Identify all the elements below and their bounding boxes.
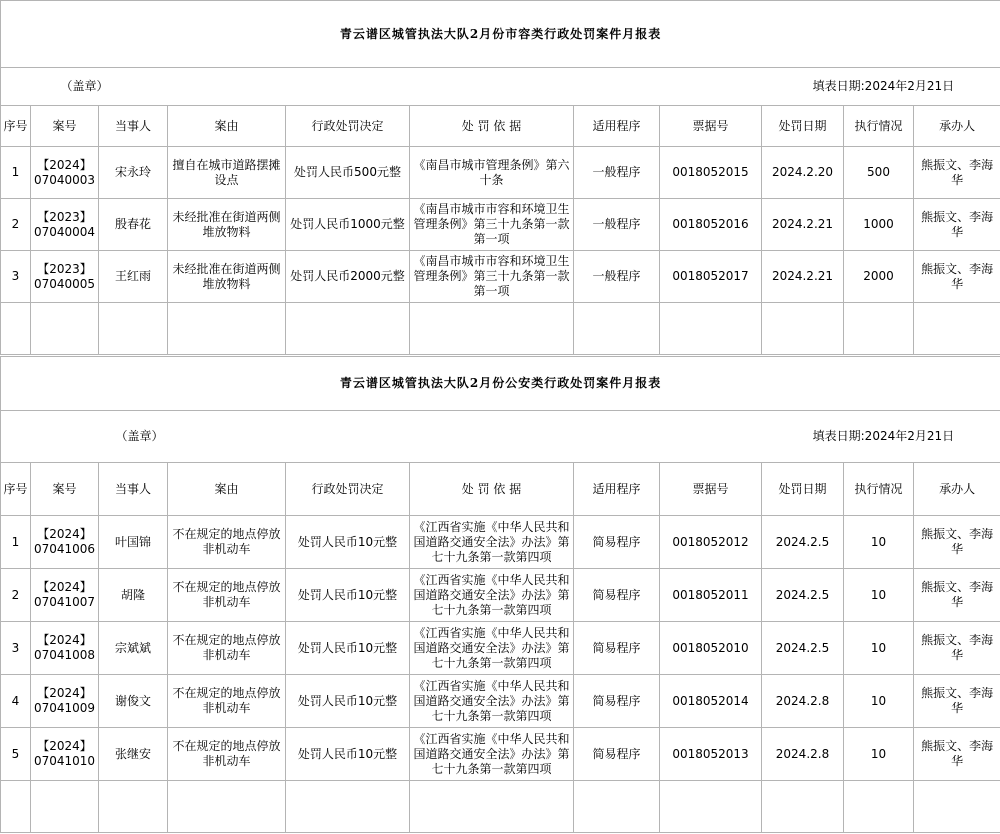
decision-cell: 处罚人民币10元整 [286, 516, 410, 569]
empty-cell [844, 781, 914, 833]
date-cell: 2024.2.8 [762, 728, 844, 781]
table-row [1, 251, 1000, 303]
case-no-cell: 【2024】07040003 [31, 147, 99, 199]
decision-cell: 处罚人民币2000元整 [286, 251, 410, 303]
table-row [1, 147, 1000, 199]
cause-cell: 不在规定的地点停放非机动车 [168, 622, 286, 675]
case-no-cell: 【2023】07040004 [31, 199, 99, 251]
column-header-case-no: 案号 [31, 106, 99, 147]
table-title: 青云谱区城管执法大队2月份市容类行政处罚案件月报表 [1, 1, 1000, 68]
cause-cell: 不在规定的地点停放非机动车 [168, 728, 286, 781]
case-no-cell: 【2023】07040005 [31, 251, 99, 303]
party-cell: 宋永玲 [99, 147, 168, 199]
basis-cell: 《南昌市城市市容和环境卫生管理条例》第三十九条第一款第一项 [410, 251, 574, 303]
stamp-label: （盖章） [31, 68, 168, 106]
procedure-cell: 简易程序 [574, 728, 660, 781]
column-header-case-no: 案号 [31, 463, 99, 516]
date-cell: 2024.2.21 [762, 199, 844, 251]
execution-cell: 2000 [844, 251, 914, 303]
column-header-handler: 承办人 [914, 463, 1000, 516]
case-no-cell: 【2024】07041007 [31, 569, 99, 622]
decision-cell: 处罚人民币10元整 [286, 675, 410, 728]
handler-cell: 熊振文、李海华 [914, 728, 1000, 781]
handler-cell: 熊振文、李海华 [914, 675, 1000, 728]
empty-cell [762, 303, 844, 355]
cause-cell: 未经批准在街道两侧堆放物料 [168, 199, 286, 251]
decision-cell: 处罚人民币10元整 [286, 622, 410, 675]
column-header-decision: 行政处罚决定 [286, 463, 410, 516]
column-header-decision: 行政处罚决定 [286, 106, 410, 147]
column-header-basis: 处 罚 依 据 [410, 463, 574, 516]
table-row [1, 516, 1000, 569]
column-header-cause: 案由 [168, 106, 286, 147]
execution-cell: 10 [844, 569, 914, 622]
table-row [1, 199, 1000, 251]
seq-cell: 4 [1, 675, 31, 728]
column-header-seq: 序号 [1, 463, 31, 516]
party-cell: 叶国锦 [99, 516, 168, 569]
handler-cell: 熊振文、李海华 [914, 516, 1000, 569]
execution-cell: 10 [844, 622, 914, 675]
header-row [1, 106, 1000, 147]
empty-cell [99, 303, 168, 355]
party-cell: 张继安 [99, 728, 168, 781]
report-table-public-security [0, 356, 1000, 833]
basis-cell: 《江西省实施《中华人民共和国道路交通安全法》办法》第七十九条第一款第四项 [410, 569, 574, 622]
seq-cell: 1 [1, 516, 31, 569]
seq-cell: 1 [1, 147, 31, 199]
decision-cell: 处罚人民币1000元整 [286, 199, 410, 251]
basis-cell: 《江西省实施《中华人民共和国道路交通安全法》办法》第七十九条第一款第四项 [410, 516, 574, 569]
column-header-execution: 执行情况 [844, 106, 914, 147]
empty-cell [1, 303, 31, 355]
receipt-cell: 0018052010 [660, 622, 762, 675]
cause-cell: 不在规定的地点停放非机动车 [168, 675, 286, 728]
empty-cell [286, 303, 410, 355]
procedure-cell: 简易程序 [574, 622, 660, 675]
column-header-seq: 序号 [1, 106, 31, 147]
party-cell: 王红雨 [99, 251, 168, 303]
case-no-cell: 【2024】07041006 [31, 516, 99, 569]
date-cell: 2024.2.5 [762, 516, 844, 569]
date-cell: 2024.2.5 [762, 622, 844, 675]
receipt-cell: 0018052013 [660, 728, 762, 781]
case-no-cell: 【2024】07041010 [31, 728, 99, 781]
party-cell: 谢俊文 [99, 675, 168, 728]
column-header-cause: 案由 [168, 463, 286, 516]
column-header-procedure: 适用程序 [574, 463, 660, 516]
receipt-cell: 0018052016 [660, 199, 762, 251]
empty-cell [574, 781, 660, 833]
seq-cell: 3 [1, 622, 31, 675]
date-cell: 2024.2.21 [762, 251, 844, 303]
column-header-party: 当事人 [99, 106, 168, 147]
case-no-cell: 【2024】07041008 [31, 622, 99, 675]
cause-cell: 不在规定的地点停放非机动车 [168, 516, 286, 569]
handler-cell: 熊振文、李海华 [914, 569, 1000, 622]
empty-row [1, 303, 1000, 355]
party-cell: 胡隆 [99, 569, 168, 622]
execution-cell: 1000 [844, 199, 914, 251]
handler-cell: 熊振文、李海华 [914, 147, 1000, 199]
procedure-cell: 一般程序 [574, 147, 660, 199]
receipt-cell: 0018052015 [660, 147, 762, 199]
column-header-execution: 执行情况 [844, 463, 914, 516]
fill-date: 填表日期:2024年2月21日 [762, 68, 1000, 106]
receipt-cell: 0018052011 [660, 569, 762, 622]
empty-row [1, 781, 1000, 833]
execution-cell: 10 [844, 516, 914, 569]
decision-cell: 处罚人民币10元整 [286, 728, 410, 781]
decision-cell: 处罚人民币10元整 [286, 569, 410, 622]
empty-cell [1, 781, 31, 833]
empty-cell [574, 303, 660, 355]
handler-cell: 熊振文、李海华 [914, 622, 1000, 675]
empty-cell [168, 303, 286, 355]
header-row [1, 463, 1000, 516]
empty-cell [410, 781, 574, 833]
empty-cell [410, 303, 574, 355]
procedure-cell: 简易程序 [574, 569, 660, 622]
column-header-handler: 承办人 [914, 106, 1000, 147]
execution-cell: 500 [844, 147, 914, 199]
seq-cell: 3 [1, 251, 31, 303]
basis-cell: 《江西省实施《中华人民共和国道路交通安全法》办法》第七十九条第一款第四项 [410, 728, 574, 781]
table-title: 青云谱区城管执法大队2月份公安类行政处罚案件月报表 [1, 357, 1000, 411]
empty-cell [31, 781, 99, 833]
basis-cell: 《南昌市城市市容和环境卫生管理条例》第三十九条第一款第一项 [410, 199, 574, 251]
party-cell: 宗斌斌 [99, 622, 168, 675]
column-header-procedure: 适用程序 [574, 106, 660, 147]
table-row [1, 622, 1000, 675]
empty-cell [762, 781, 844, 833]
cause-cell: 未经批准在街道两侧堆放物料 [168, 251, 286, 303]
date-cell: 2024.2.8 [762, 675, 844, 728]
report-table-city-appearance [0, 0, 1000, 355]
party-cell: 殷春花 [99, 199, 168, 251]
seq-cell: 2 [1, 199, 31, 251]
cause-cell: 不在规定的地点停放非机动车 [168, 569, 286, 622]
empty-cell [914, 781, 1000, 833]
empty-cell [168, 781, 286, 833]
receipt-cell: 0018052017 [660, 251, 762, 303]
date-cell: 2024.2.5 [762, 569, 844, 622]
empty-cell [914, 303, 1000, 355]
empty-cell [660, 303, 762, 355]
column-header-receipt: 票据号 [660, 106, 762, 147]
empty-cell [844, 303, 914, 355]
basis-cell: 《南昌市城市管理条例》第六十条 [410, 147, 574, 199]
procedure-cell: 一般程序 [574, 251, 660, 303]
column-header-date: 处罚日期 [762, 106, 844, 147]
table-row [1, 675, 1000, 728]
execution-cell: 10 [844, 675, 914, 728]
stamp-label: （盖章） [31, 411, 168, 463]
column-header-receipt: 票据号 [660, 463, 762, 516]
execution-cell: 10 [844, 728, 914, 781]
case-no-cell: 【2024】07041009 [31, 675, 99, 728]
handler-cell: 熊振文、李海华 [914, 199, 1000, 251]
seq-cell: 5 [1, 728, 31, 781]
basis-cell: 《江西省实施《中华人民共和国道路交通安全法》办法》第七十九条第一款第四项 [410, 675, 574, 728]
procedure-cell: 一般程序 [574, 199, 660, 251]
column-header-basis: 处 罚 依 据 [410, 106, 574, 147]
table-row [1, 569, 1000, 622]
empty-cell [31, 303, 99, 355]
column-header-date: 处罚日期 [762, 463, 844, 516]
procedure-cell: 简易程序 [574, 675, 660, 728]
table-row [1, 728, 1000, 781]
basis-cell: 《江西省实施《中华人民共和国道路交通安全法》办法》第七十九条第一款第四项 [410, 622, 574, 675]
procedure-cell: 简易程序 [574, 516, 660, 569]
handler-cell: 熊振文、李海华 [914, 251, 1000, 303]
fill-date: 填表日期:2024年2月21日 [762, 411, 1000, 463]
empty-cell [660, 781, 762, 833]
date-cell: 2024.2.20 [762, 147, 844, 199]
cause-cell: 擅自在城市道路摆摊设点 [168, 147, 286, 199]
receipt-cell: 0018052014 [660, 675, 762, 728]
seq-cell: 2 [1, 569, 31, 622]
column-header-party: 当事人 [99, 463, 168, 516]
empty-cell [99, 781, 168, 833]
empty-cell [286, 781, 410, 833]
decision-cell: 处罚人民币500元整 [286, 147, 410, 199]
receipt-cell: 0018052012 [660, 516, 762, 569]
